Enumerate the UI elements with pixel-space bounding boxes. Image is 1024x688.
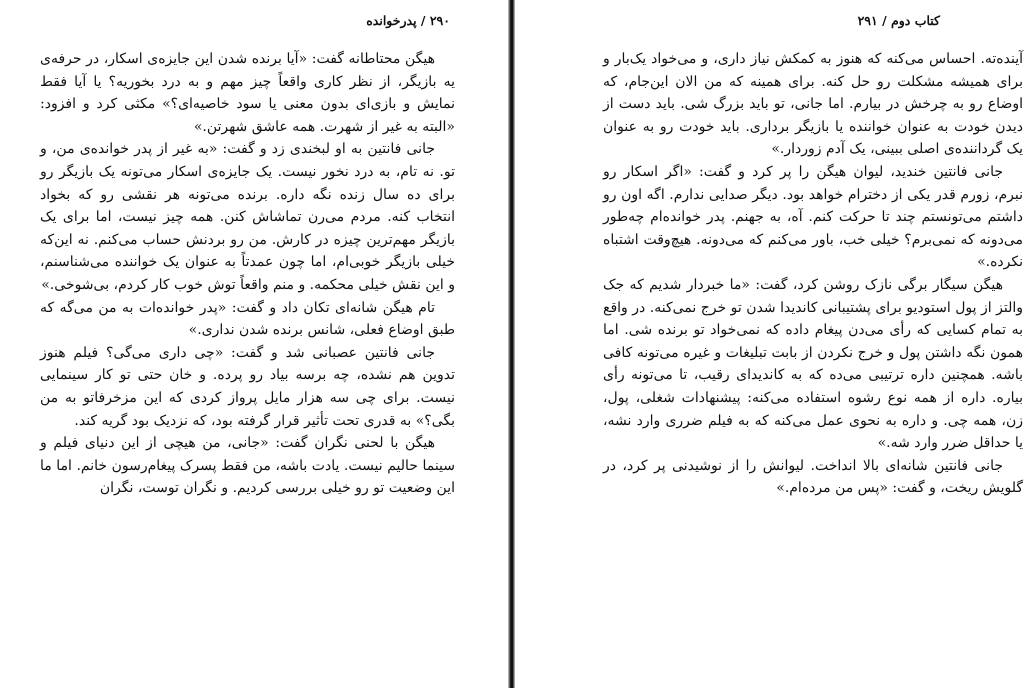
paragraph: آینده‌ته. احساس می‌کنه که هنوز به کمکش نیاز داری، و می‌خواد یک‌بار و برای همیشه مشکلت رو حل کنه. برای همینه که من الان این‌جام، که اوضاع رو به چرخش در بیارم. اما جانی، تو باید بزرگ شی. باید دست از دیدن خودت به عنوان خواننده یا بازیگر برداری. باید خودت رو به عنوان یک گرداننده‌ی اصلی ببینی، یک آدم زوردار.» — [603, 51, 1023, 158]
paragraph: جانی فانتین عصبانی شد و گفت: «چی داری می‌گی؟ فیلم هنوز تدوین هم نشده، چه برسه بیاد رو پرده. و خان حتی تو کار سینمایی نیست. برای چی سه هزار مایل پرواز کردی که این مزخرفاتو به من بگی؟» به قدری تحت تأثیر قرار گرفته بود، که نزدیک بود گریه کند. — [40, 344, 455, 429]
left-page-body — [40, 48, 455, 500]
paragraph: هیگن محتاطانه گفت: «آیا برنده شدن این جایزه‌ی اسکار، در حرفه‌ی یه بازیگر، از نظر کاری واقعاً چیز مهم و به درد بخوریه؟ یا آیا فقط نمایش و بازی‌ای بدون معنی یا سود خاصیه‌ای؟» مکثی کرد و افزود: «البته به غیر از شهرت. همه عاشق شهرتن.» — [40, 51, 455, 135]
right-page — [515, 0, 1024, 688]
right-page-body — [603, 48, 1023, 500]
paragraph: جانی فانتین خندید، لیوان هیگن را پر کرد و گفت: «اگر اسکار رو نبرم، زورم قدر یکی از دخترام خواهد بود. دیگر صدایی ندارم. اگه اون رو داشتم می‌تونستم چند تا حرکت کنم. آه، به جهنم. پدر خوانده‌ام چه‌طور می‌دونه که نمی‌برم؟ خیلی خب، باور می‌کنم که می‌دونه. هیچ‌وقت اشتباه نکرده.» — [603, 163, 1023, 271]
left-page — [0, 0, 508, 688]
paragraph: تام هیگن شانه‌ای تکان داد و گفت: «پدر خوانده‌ات به من می‌گه که طبق اوضاع فعلی، شانس برنده شدن نداری.» — [40, 299, 455, 339]
left-page-header: ۲۹۰ / پدرخوانده — [366, 13, 450, 28]
paragraph: جانی فانتین به او لبخندی زد و گفت: «به غیر از پدر خوانده‌ی من، و تو. نه تام، به درد نخور نیست. یک جایزه‌ی اسکار می‌تونه یک بازیگر رو برای ده سال زنده نگه داره. برنده می‌تونه هر نقشی رو که بخواد انتخاب کنه. مردم می‌رن تماشاش کنن. همه چیز نیست، اما برای یک بازیگر مهم‌ترین چیزه در کارش. من رو بردنش حساب می‌کنم. نه این‌که خیلی بازیگر خوبی‌ام، اما چون عمدتاً به عنوان یک خواننده می‌شناسنم، و این نقش خیلی محکمه. و منم واقعاً توش خوب کار کردم، بی‌شوخی.» — [40, 141, 455, 293]
right-page-header: کتاب دوم / ۲۹۱ — [857, 13, 940, 28]
paragraph: جانی فانتین شانه‌ای بالا انداخت. لیوانش را از نوشیدنی پر کرد، در گلویش ریخت، و گفت: «پس من مرده‌ام.» — [603, 457, 1023, 497]
paragraph: هیگن با لحنی نگران گفت: «جانی، من هیچی از این دنیای فیلم و سینما حالیم نیست. یادت باشه، من فقط پسرک پیغام‌رسون خانم. اما ما این وضعیت تو رو خیلی بررسی کردیم. و نگران توست، نگران — [40, 435, 455, 497]
paragraph: هیگن سیگار برگی نازک روشن کرد، گفت: «ما خبردار شدیم که جک والتز از پول استودیو برای پشتیبانی کاندیدا شدن تو خرج نمی‌کنه. در واقع به تمام کسایی که رأی می‌دن پیغام داده که نمی‌خواد تو برنده شی. اما همون نگه داشتن پول و خرج نکردن از بابت تبلیغات و غیره می‌تونه کافی باشه. همچنین داره ترتیبی می‌ده که به کاندیدای رقیب، تا می‌تونه رأی بیاره. داره از همه نوع رشوه استفاده می‌کنه: پیشنهادات شغلی، پول، زن، همه چی. و داره به نحوی عمل می‌کنه که به فیلم ضرری وارد نشه، یا حداقل ضرر وارد شه.» — [603, 276, 1023, 452]
book-gutter — [508, 0, 515, 688]
